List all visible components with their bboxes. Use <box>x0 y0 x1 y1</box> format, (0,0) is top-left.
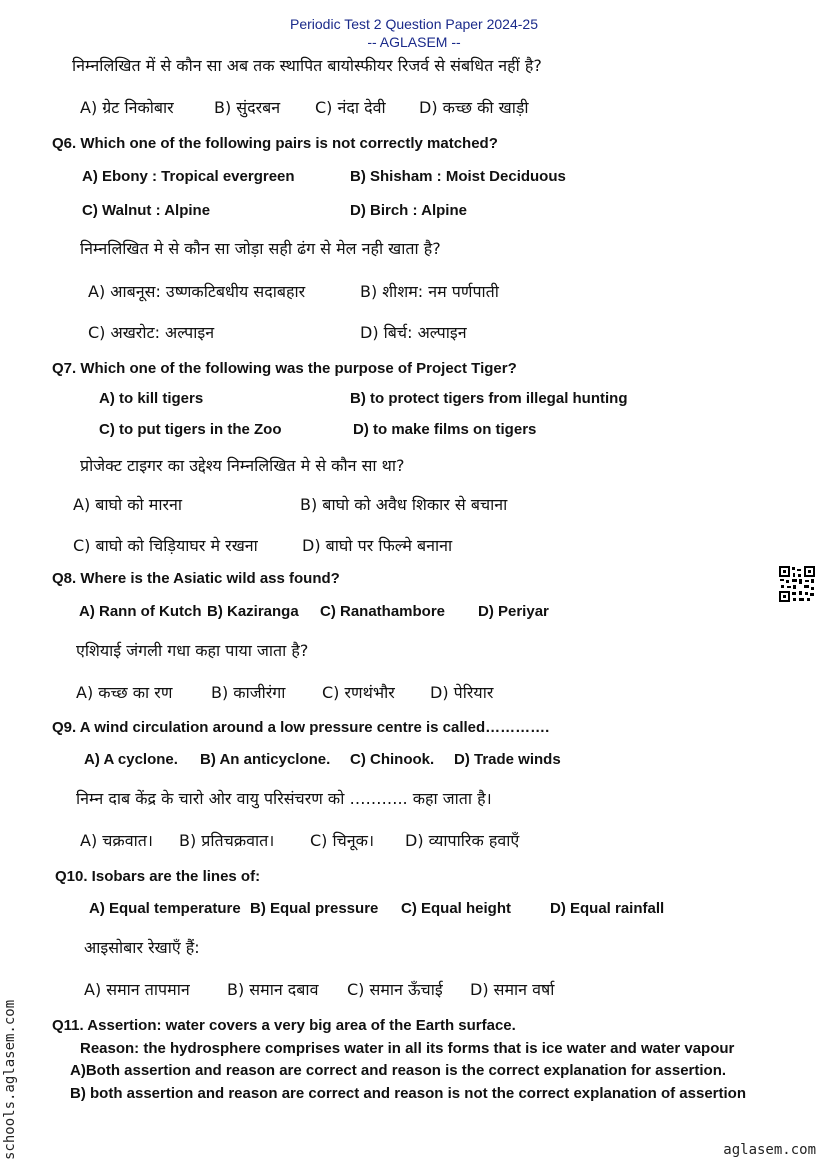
q9-option-b-hindi: B) प्रतिचक्रवात। <box>179 831 275 850</box>
q9-option-c: C) Chinook. <box>350 751 435 768</box>
q8-option-d: D) Periyar <box>478 603 549 620</box>
q7-hindi: प्रोजेक्ट टाइगर का उद्देश्य निम्नलिखित मे से कौन सा था? <box>80 456 405 475</box>
q6-hindi: निम्नलिखित मे से कौन सा जोड़ा सही ढंग से मेल नही खाता है? <box>80 239 441 258</box>
q8-option-a-hindi: A) कच्छ का रण <box>76 683 173 702</box>
q5-hindi: निम्नलिखित में से कौन सा अब तक स्थापित बायोस्फीयर रिजर्व से संबधित नहीं है? <box>72 56 542 75</box>
q7-option-c-hindi: C) बाघो को चिड़ियाघर मे रखना <box>73 536 258 555</box>
q7-option-a: A) to kill tigers <box>99 390 204 407</box>
q8-hindi: एशियाई जंगली गधा कहा पाया जाता है? <box>76 641 309 660</box>
footer-watermark: aglasem.com <box>723 1142 816 1158</box>
q9-option-a: A) A cyclone. <box>84 751 178 768</box>
q10-option-b: B) Equal pressure <box>250 900 379 917</box>
q9-option-d: D) Trade winds <box>454 751 561 768</box>
q11-option-a: A)Both assertion and reason are correct and reason is the correct explanation for assertion. <box>70 1062 727 1079</box>
q5-option-c-hindi: C) नंदा देवी <box>315 98 386 117</box>
q5-option-d-hindi: D) कच्छ की खाड़ी <box>419 98 529 117</box>
q7-option-d: D) to make films on tigers <box>353 421 537 438</box>
q10-option-a: A) Equal temperature <box>89 900 241 917</box>
q8-option-b-hindi: B) काजीरंगा <box>211 683 286 702</box>
q5-option-b-hindi: B) सुंदरबन <box>214 98 281 117</box>
q10-option-b-hindi: B) समान दबाव <box>227 980 319 999</box>
q6-question: Q6. Which one of the following pairs is not correctly matched? <box>52 135 498 152</box>
q8-option-c: C) Ranathambore <box>320 603 446 620</box>
q7-option-a-hindi: A) बाघो को मारना <box>73 495 183 514</box>
q6-option-c: C) Walnut : Alpine <box>82 202 211 219</box>
q11-assertion: Q11. Assertion: water covers a very big area of the Earth surface. <box>52 1017 516 1034</box>
q10-option-d-hindi: D) समान वर्षा <box>470 980 555 999</box>
q9-question: Q9. A wind circulation around a low pressure centre is called…………. <box>52 719 550 736</box>
q8-option-b: B) Kaziranga <box>207 603 299 620</box>
q8-question: Q8. Where is the Asiatic wild ass found? <box>52 570 340 587</box>
q7-option-c: C) to put tigers in the Zoo <box>99 421 282 438</box>
page-header-title: Periodic Test 2 Question Paper 2024-25 <box>289 16 538 32</box>
q10-option-c: C) Equal height <box>401 900 511 917</box>
q6-option-b: B) Shisham : Moist Deciduous <box>350 168 566 185</box>
side-watermark: schools.aglasem.com <box>2 999 18 1160</box>
q9-option-a-hindi: A) चक्रवात। <box>80 831 153 850</box>
q8-option-c-hindi: C) रणथंभौर <box>322 683 395 702</box>
q10-option-d: D) Equal rainfall <box>550 900 665 917</box>
q6-option-d: D) Birch : Alpine <box>350 202 467 219</box>
q7-option-b-hindi: B) बाघो को अवैध शिकार से बचाना <box>300 495 508 514</box>
qr-code-icon <box>778 565 816 603</box>
q9-option-d-hindi: D) व्यापारिक हवाएँ <box>405 831 520 850</box>
q6-option-b-hindi: B) शीशम: नम पर्णपाती <box>360 282 499 301</box>
q10-option-c-hindi: C) समान ऊँचाई <box>347 980 443 999</box>
q7-option-b: B) to protect tigers from illegal hunting <box>350 390 628 407</box>
q10-question: Q10. Isobars are the lines of: <box>55 868 261 885</box>
q9-hindi: निम्न दाब केंद्र के चारो ओर वायु परिसंचरण को ……….. कहा जाता है। <box>76 789 492 808</box>
q6-option-c-hindi: C) अखरोट: अल्पाइन <box>88 323 215 342</box>
q10-option-a-hindi: A) समान तापमान <box>84 980 190 999</box>
q5-option-a-hindi: A) ग्रेट निकोबार <box>80 98 174 117</box>
q10-hindi: आइसोबार रेखाएँ हैं: <box>84 938 200 957</box>
q9-option-b: B) An anticyclone. <box>200 751 331 768</box>
q11-reason: Reason: the hydrosphere comprises water in all its forms that is ice water and water vapour <box>80 1040 735 1057</box>
q8-option-d-hindi: D) पेरियार <box>430 683 494 702</box>
page-header-source: -- AGLASEM -- <box>367 34 461 50</box>
q6-option-a-hindi: A) आबनूस: उष्णकटिबधीय सदाबहार <box>88 282 306 301</box>
q9-option-c-hindi: C) चिनूक। <box>310 831 375 850</box>
q11-option-b: B) both assertion and reason are correct and reason is not the correct explanation of assertion <box>70 1085 747 1102</box>
q7-question: Q7. Which one of the following was the purpose of Project Tiger? <box>52 360 517 377</box>
q8-option-a: A) Rann of Kutch <box>79 603 202 620</box>
q7-option-d-hindi: D) बाघो पर फिल्मे बनाना <box>302 536 453 555</box>
q6-option-d-hindi: D) बिर्च: अल्पाइन <box>360 323 467 342</box>
q6-option-a: A) Ebony : Tropical evergreen <box>82 168 295 185</box>
